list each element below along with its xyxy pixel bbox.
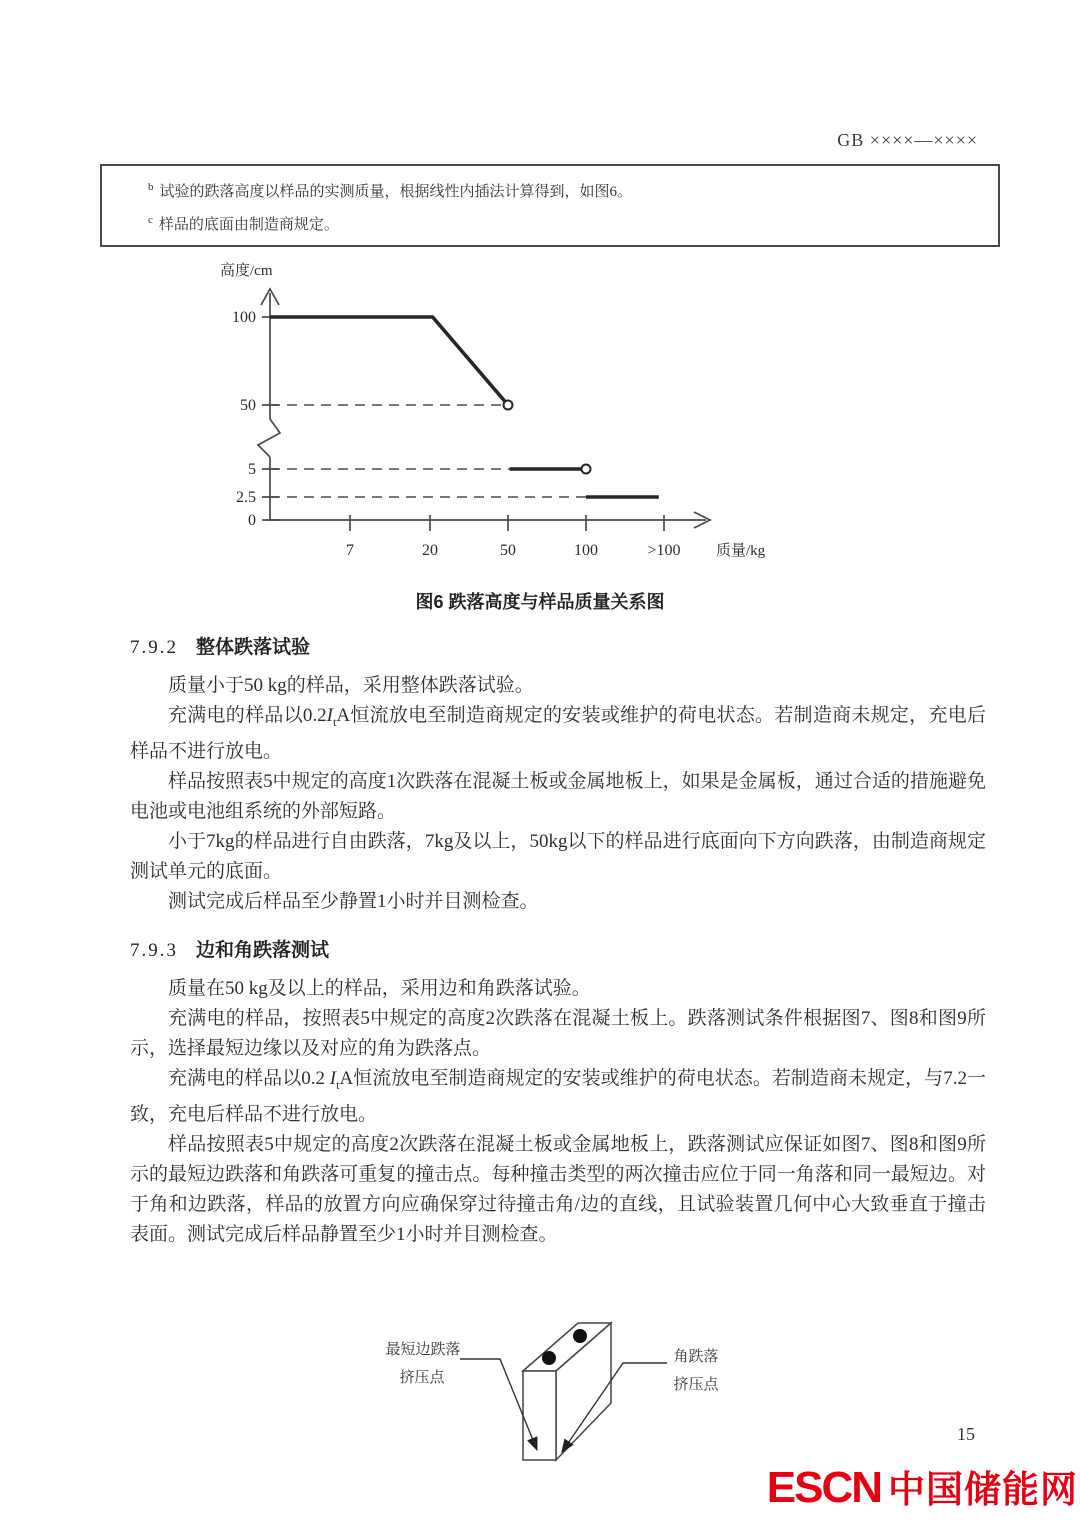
section-paragraphs	[130, 671, 986, 917]
svg-text:100: 100	[232, 309, 256, 326]
corner-drop-label: 角跌落	[673, 1349, 719, 1365]
logo-latin-text: ESCN	[766, 1463, 881, 1512]
box-front-face	[523, 1371, 556, 1460]
footnote-marker: c	[148, 214, 153, 226]
paragraph: 充满电的样品以0.2 $I_tA$恒流放电至制造商规定的安装或维护的荷电状态。若制造商未规定，与7.2一致，充电后样品不进行放电。	[130, 1067, 986, 1125]
section-paragraphs	[130, 974, 986, 1250]
paragraph: 样品按照表5中规定的高度2次跌落在混凝土板或金属地板上，跌落测试应保证如图7、图8和图9所示的最短边跌落和角跌落可重复的撞击点。每种撞击类型的两次撞击应位于同一角落和同一最短边。对于角和边跌落，样品的放置方向应确保穿过待撞击角/边的直线，且试验装置几何中心大致垂直于撞击表面。测试完成后样品静置至少1小时并目测检查。	[130, 1133, 986, 1245]
drop-point-diagram	[368, 1312, 728, 1474]
svg-text:高度/cm: 高度/cm	[220, 263, 273, 279]
section-number: 7.9.2	[130, 637, 178, 658]
page-number: 15	[957, 1424, 975, 1444]
section-heading	[130, 632, 986, 659]
svg-text:50: 50	[240, 397, 256, 414]
footnote-text: 试验的跌落高度以样品的实测质量，根据线性内插法计算得到，如图6。	[159, 184, 633, 200]
footnote-item	[148, 206, 988, 239]
footnote-marker: b	[148, 181, 154, 193]
section-heading	[130, 935, 986, 962]
paragraph: 测试完成后样品至少静置1小时并目测检查。	[168, 890, 539, 912]
paragraph: 小于7kg的样品进行自由跌落，7kg及以上，50kg以下的样品进行底面向下方向跌落，由制造商规定测试单元的底面。	[130, 830, 986, 882]
paragraph: 充满电的样品，按照表5中规定的高度2次跌落在混凝土板上。跌落测试条件根据图7、图8和图9所示，选择最短边缘以及对应的角为跌落点。	[130, 1007, 986, 1059]
figure-caption: 图6 跌落高度与样品质量关系图	[415, 592, 665, 612]
svg-text:5: 5	[248, 461, 256, 478]
drop-height-mass-chart	[200, 255, 780, 585]
chart-series	[270, 317, 659, 497]
shortest-edge-drop-label: 最短边跌落	[385, 1342, 461, 1358]
drop-point-diagram-svg	[368, 1312, 728, 1474]
logo-cn-text: 中国储能网	[888, 1469, 1078, 1510]
paragraph: 质量在50 kg及以上的样品，采用边和角跌落试验。	[168, 977, 591, 999]
escn-logo	[766, 1463, 1078, 1512]
chart-tick-labels	[220, 261, 766, 559]
svg-text:质量/kg: 质量/kg	[716, 543, 766, 559]
chart-axes	[258, 289, 710, 531]
svg-text:0: 0	[248, 512, 256, 529]
standard-code-header: GB ××××—××××	[837, 130, 978, 150]
section-title: 边和角跌落测试	[196, 939, 330, 961]
footnote-item	[148, 173, 988, 206]
svg-text:7: 7	[346, 542, 354, 559]
svg-text:20: 20	[422, 542, 438, 559]
paragraph: 样品按照表5中规定的高度1次跌落在混凝土板或金属地板上，如果是金属板，通过合适的措施避免电池或电池组系统的外部短路。	[130, 770, 986, 822]
footnote-text: 样品的底面由制造商规定。	[158, 217, 339, 233]
svg-text:2.5: 2.5	[236, 489, 256, 506]
svg-text:>100: >100	[647, 542, 681, 559]
svg-text:50: 50	[500, 542, 516, 559]
section-title: 整体跌落试验	[196, 637, 311, 658]
impact-dot	[573, 1329, 587, 1343]
section-number: 7.9.3	[130, 939, 178, 961]
footnote-box	[100, 164, 1000, 247]
body-sections	[130, 632, 986, 1250]
figure6-chart	[200, 255, 780, 585]
impact-dot	[542, 1351, 556, 1365]
svg-text:100: 100	[574, 542, 598, 559]
shortest-edge-point-label: 挤压点	[399, 1370, 445, 1386]
corner-point-label: 挤压点	[673, 1377, 719, 1393]
paragraph: 充满电的样品以$0.2I_tA$恒流放电至制造商规定的安装或维护的荷电状态。若制造商未规定，充电后样品不进行放电。	[130, 705, 986, 762]
paragraph: 质量小于50 kg的样品，采用整体跌落试验。	[168, 675, 534, 696]
